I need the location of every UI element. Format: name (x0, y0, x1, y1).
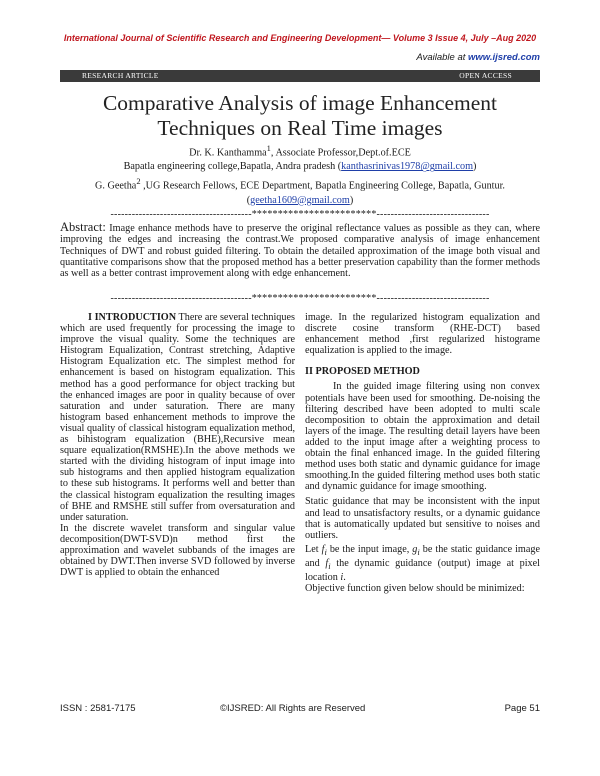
sub-i-3: i (328, 560, 331, 571)
author-2-name: G. Geetha (95, 180, 137, 192)
author-2-email-link[interactable]: geetha1609@gmail.com (250, 194, 350, 206)
method-paragraph-1: In the guided image filtering using non convex potentials have been used for smoothing. De-noising the filtering described have been adopted to multi scale decomposition to obtain the approximation and detail layers of the image. The resulting detail layers have been added to the input image after a weighting process to obtain the final enhanced image. In the guided filtering method uses both static and dynamic guidance for image smoothing.In the guided filtering method uses both static and dynamic guidance for image smoothing. (305, 381, 540, 493)
footer-rights: ©IJSRED: All Rights are Reserved (220, 703, 366, 714)
title-line-1: Comparative Analysis of image Enhancement (102, 91, 498, 115)
rhe-dct-paragraph: image. In the regularized histogram equalization and discrete cosine transform (RHE-DCT) based enhancement method ,first regularized histograme equalization is applied to the image. (305, 312, 540, 357)
journal-header: International Journal of Scientific Research and Engineering Development— Volume 3 Issue 4, July –Aug 2020 (63, 33, 537, 43)
sub-i-1: i (324, 546, 327, 557)
author-1-name: Dr. K. Kanthamma (189, 147, 267, 159)
left-column (60, 312, 295, 578)
available-prefix: Available at (416, 52, 466, 63)
separator-top: ----------------------------------------************************-------------------------------- (110, 209, 490, 220)
author-2-role: ,UG Research Fellows, ECE Department, Bapatla Engineering College, Bapatla, Guntur. (140, 180, 505, 192)
method-paragraph-3 (305, 544, 540, 583)
author-2-sup: 2 (136, 176, 141, 187)
author-1-sup: 1 (266, 143, 271, 153)
p4d: the dynamic guidance (output) image at pixel location (305, 557, 541, 584)
separator-bottom: ----------------------------------------************************-------------------------------- (110, 293, 490, 304)
title-line-2: Techniques on Real Time images (157, 116, 443, 140)
author-1-close: ) (473, 161, 477, 173)
intro-text-1: There are several techniques which are used frequently for processing the image to improve the visual quality. Some the techniques are Histogram Equalization, Contrast stretching, Adaptive Histogram Equalization etc. The simplest method for enhancement is based on histogram equalization. This method has a good performance for object tracking but the enhanced images are poor in quality because of over saturation and under saturation. There are many histogram based enhancement methods to improve the visual quality of classical histogram equalization method, as bihistogram equalization (BHE),Recursive mean square equalization(RMSHE).In the above methods we started with the dividing histogram of input image into sub histograms and then applied histogram equalization to these sub histograms. It performs well and better than the classical histogram equalization the resulting images of BHE and RMSHE still suffer from oversaturation and under saturation. (60, 312, 295, 523)
p4b: be the input image, (326, 543, 413, 555)
abstract-text: Image enhance methods have to preserve the original reflectance values as possible as they can, where improving the edges and increasing the contrast.We proposed comparative analysis of image enhancement Techniques of DWT and robust guided filtering. To obtain the detailed approximation of the image both visual and quantitative comparisons show that the proposed method has a better preservation capability than the former methods as well as a better contrast improvement along with edge enhancement. (60, 223, 540, 280)
p4e: . (343, 572, 346, 584)
proposed-method-heading: II PROPOSED METHOD (305, 366, 420, 378)
author-2-open: ( (246, 194, 251, 206)
var-f: f (321, 543, 325, 555)
author-2 (60, 174, 540, 193)
author-1-email-link[interactable]: kanthasrinivas1978@gmail.com (341, 161, 473, 173)
footer-issn: ISSN : 2581-7175 (60, 703, 136, 714)
sub-i-2: i (417, 546, 420, 557)
paper-title (60, 91, 540, 141)
intro-paragraph-1 (60, 312, 295, 523)
footer-page-number: Page 51 (504, 703, 540, 714)
intro-paragraph-2: In the discrete wavelet transform and singular value decomposition(DWT-SVD)n method first the approximation and wavelet subbands of the images are obtained by DWT.Then inverse SVD followed by inverse DWT is applied to obtain the enhanced (60, 522, 295, 579)
abstract (60, 222, 540, 279)
var-f-2: f (325, 557, 329, 569)
availability-line (416, 52, 540, 63)
journal-website-link[interactable]: www.ijsred.com (468, 52, 540, 63)
introduction-heading: I INTRODUCTION (88, 312, 177, 323)
method-paragraph-2: Static guidance that may be inconsistent with the input and lead to unsatisfactory results, or a dynamic guidance that is automatically updated but sensitive to noises and outliers. (305, 496, 540, 541)
open-access-label: OPEN ACCESS (459, 71, 512, 80)
right-column (305, 312, 540, 594)
article-type-bar (60, 70, 540, 82)
var-i: i (340, 572, 344, 584)
p4c: be the static guidance image and (305, 543, 540, 569)
author-1-role: , Associate Professor,Dept.of.ECE (270, 147, 411, 159)
research-article-label: RESEARCH ARTICLE (82, 71, 159, 80)
author-1 (60, 141, 540, 160)
author-1-affiliation (60, 160, 540, 174)
method-paragraph-4: Objective function given below should be minimized: (305, 583, 525, 595)
p4a: Let (305, 543, 322, 555)
author-2-close: ) (349, 194, 354, 206)
author-1-affil-text: Bapatla engineering college,Bapatla, Andra pradesh ( (123, 161, 342, 173)
abstract-label: Abstract: (60, 220, 106, 234)
author-2-email-line (60, 194, 540, 208)
var-g: g (412, 543, 418, 555)
author-block (60, 141, 540, 208)
